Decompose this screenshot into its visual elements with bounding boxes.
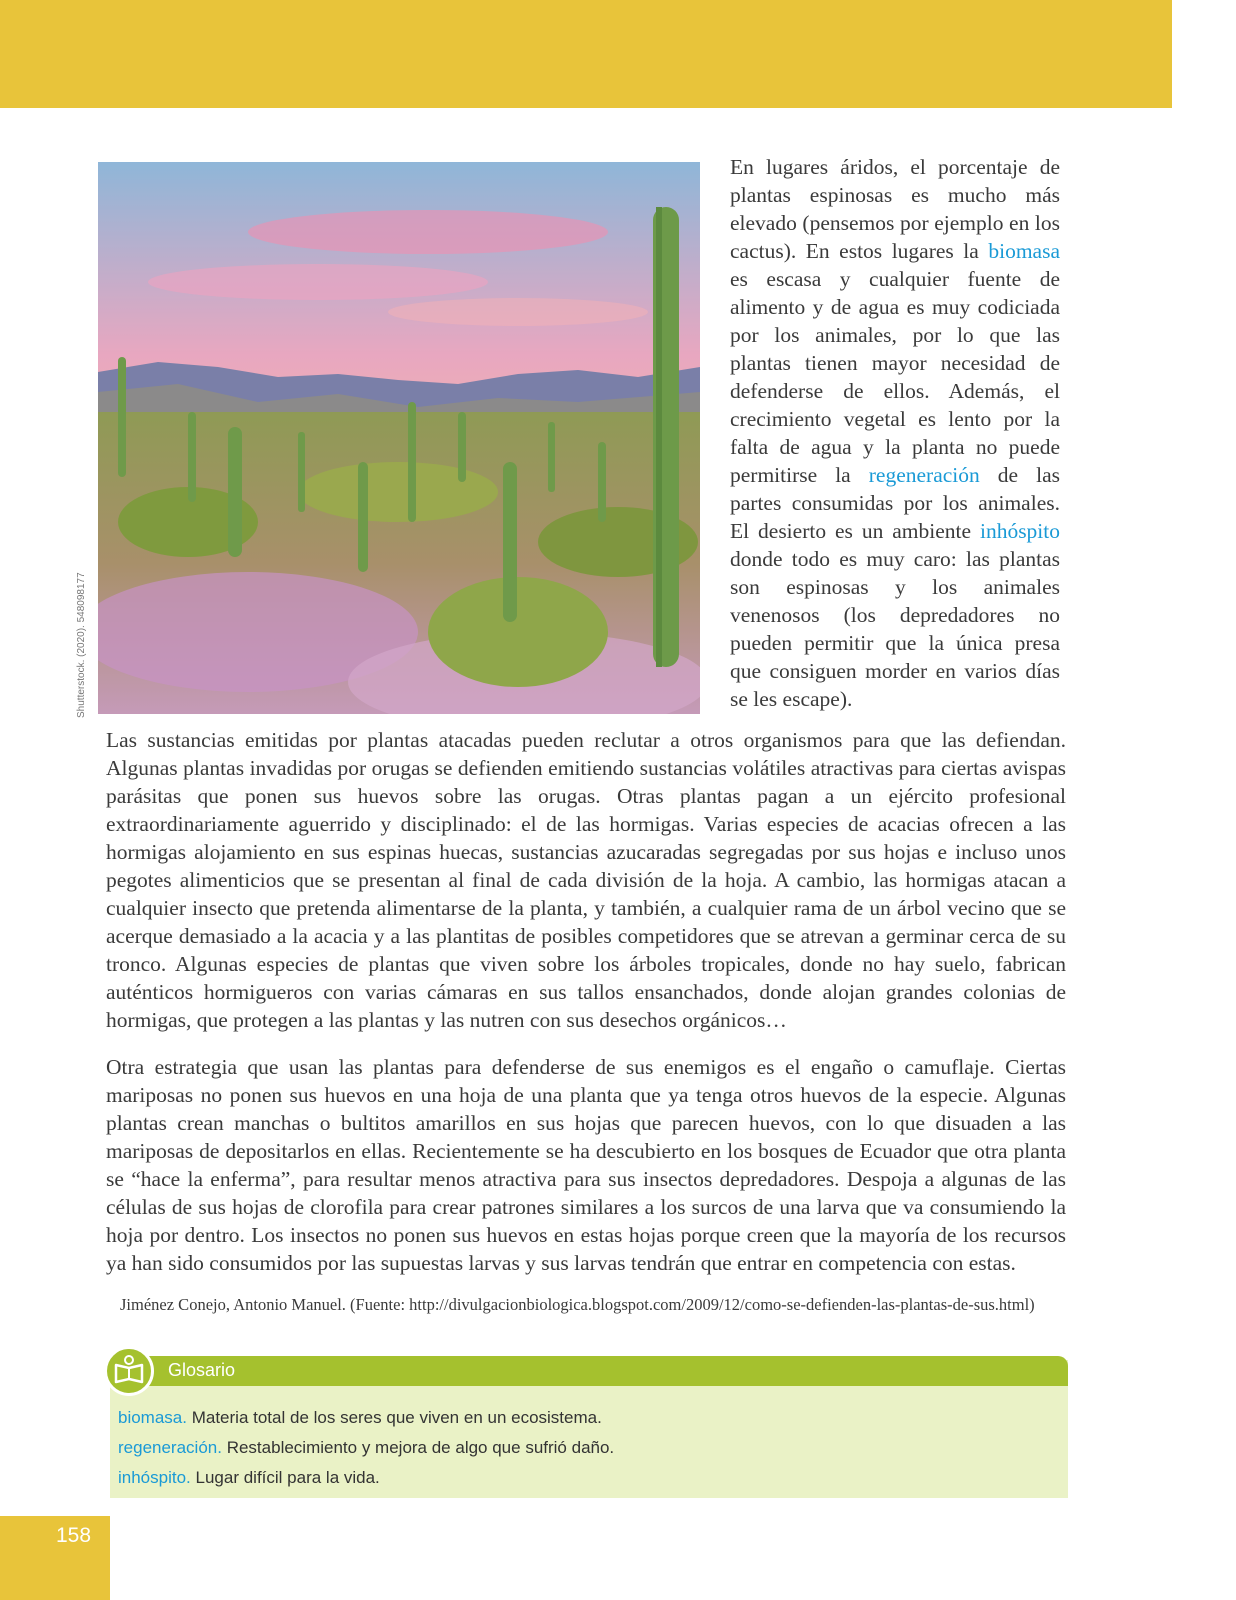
glossary-definition: Restablecimiento y mejora de algo que sufrió daño. <box>226 1438 615 1457</box>
book-icon <box>104 1346 154 1396</box>
source-citation: Jiménez Conejo, Antonio Manuel. (Fuente: http://divulgacionbiologica.blogspot.com/2009/12/como-se-defienden-las-plantas-de-sus.html) <box>120 1295 1035 1314</box>
header-band <box>0 0 1172 108</box>
glossary-entry-regeneracion <box>118 1433 614 1463</box>
paragraph-estrategia: Otra estrategia que usan las plantas para defenderse de sus enemigos es el engaño o camuflaje. Ciertas mariposas no ponen sus huevos en una hoja de una planta que ya tenga otros huevos de la especie. Algunas plantas crean manchas o bultitos amarillos en sus hojas que parecen huevos, con lo que disuaden a las mariposas de depositarlos en ellas. Recientemente se ha descubierto en los bosques de Ecuador que otra planta se “hace la enferma”, para resultar menos atractiva para sus insectos depredadores. Despoja a algunas de las células de sus hojas de clorofila para crear patrones similares a los surcos de una larva que va consumiendo la hoja por dentro. Los insectos no ponen sus huevos en estas hojas porque creen que la mayoría de los recursos ya han sido consumidos por las supuestas larvas y sus larvas tendrán que entrar en competencia con estas. <box>106 1055 1066 1275</box>
desert-cactus-photo <box>98 162 700 714</box>
term-inhospito: inhóspito <box>979 519 1061 543</box>
paragraph-sustancias: Las sustancias emitidas por plantas atacadas pueden reclutar a otros organismos para que las defiendan. Algunas plantas invadidas por orugas se defienden emitiendo sustancias volátiles atractivas para ciertas avispas parásitas que ponen sus huevos sobre las orugas. Otras plantas pagan a un ejército profesional extraordinariamente aguerrido y disciplinado: el de las hormigas. Varias especies de acacias ofrecen a las hormigas alojamiento en sus espinas huecas, sustancias azucaradas segregadas por sus hojas e incluso unos pegotes alimenticios que se presentan al final de cada división de la hoja. A cambio, las hormigas atacan a cualquier insecto que pretenda alimentarse de la planta, y también, a cualquier rama de un árbol vecino que se acerque demasiado a la acacia y a las plantitas de posibles competidores que se atrevan a germinar cerca de su tronco. Algunas especies de plantas que viven sobre los árboles tropicales, donde no hay suelo, fabrican auténticos hormigueros con varias cámaras en sus tallos ensanchados, donde alojan grandes colonias de hormigas, que protegen a las plantas y las nutren con sus desechos orgánicos… <box>106 728 1066 1032</box>
glossary-term: inhóspito. <box>118 1468 191 1487</box>
side-paragraph <box>730 153 1060 713</box>
glossary-title: Glosario <box>168 1360 236 1380</box>
glossary-header-bar <box>110 1356 1068 1386</box>
page-number-tab <box>0 1516 110 1600</box>
term-biomasa: biomasa <box>988 239 1061 263</box>
side-text-part1: En lugares áridos, el porcentaje de plantas espinosas es mucho más elevado (pensemos por ejemplo en los cactus). En estos lugares la <box>730 155 1060 263</box>
photo-credit: Shutterstock. (2020). 548098177 <box>76 572 87 718</box>
side-text-part4: donde todo es muy caro: las plantas son espinosas y los animales venenosos (los depredadores no pueden permitir que la única presa que consiguen morder en varios días se les escape). <box>730 547 1060 711</box>
glossary-term: regeneración. <box>118 1438 222 1457</box>
term-regeneracion: regeneración <box>868 463 980 487</box>
side-text-part3: de las partes consumidas por los animales. El desierto es un ambiente <box>730 463 1060 543</box>
glossary-definition: Materia total de los seres que viven en un ecosistema. <box>191 1408 602 1427</box>
side-text-part2: es escasa y cualquier fuente de alimento y de agua es muy codiciada por los animales, por lo que las plantas tienen mayor necesidad de defenderse de ellos. Además, el crecimiento vegetal es lento por la falta de agua y la planta no puede permitirse la <box>730 267 1060 487</box>
glossary-entry-biomasa <box>118 1403 614 1433</box>
glossary-term: biomasa. <box>118 1408 187 1427</box>
glossary-definition: Lugar difícil para la vida. <box>195 1468 380 1487</box>
glossary-entry-inhospito <box>118 1463 614 1493</box>
glossary-list <box>118 1403 614 1493</box>
page-number: 158 <box>56 1524 92 1547</box>
